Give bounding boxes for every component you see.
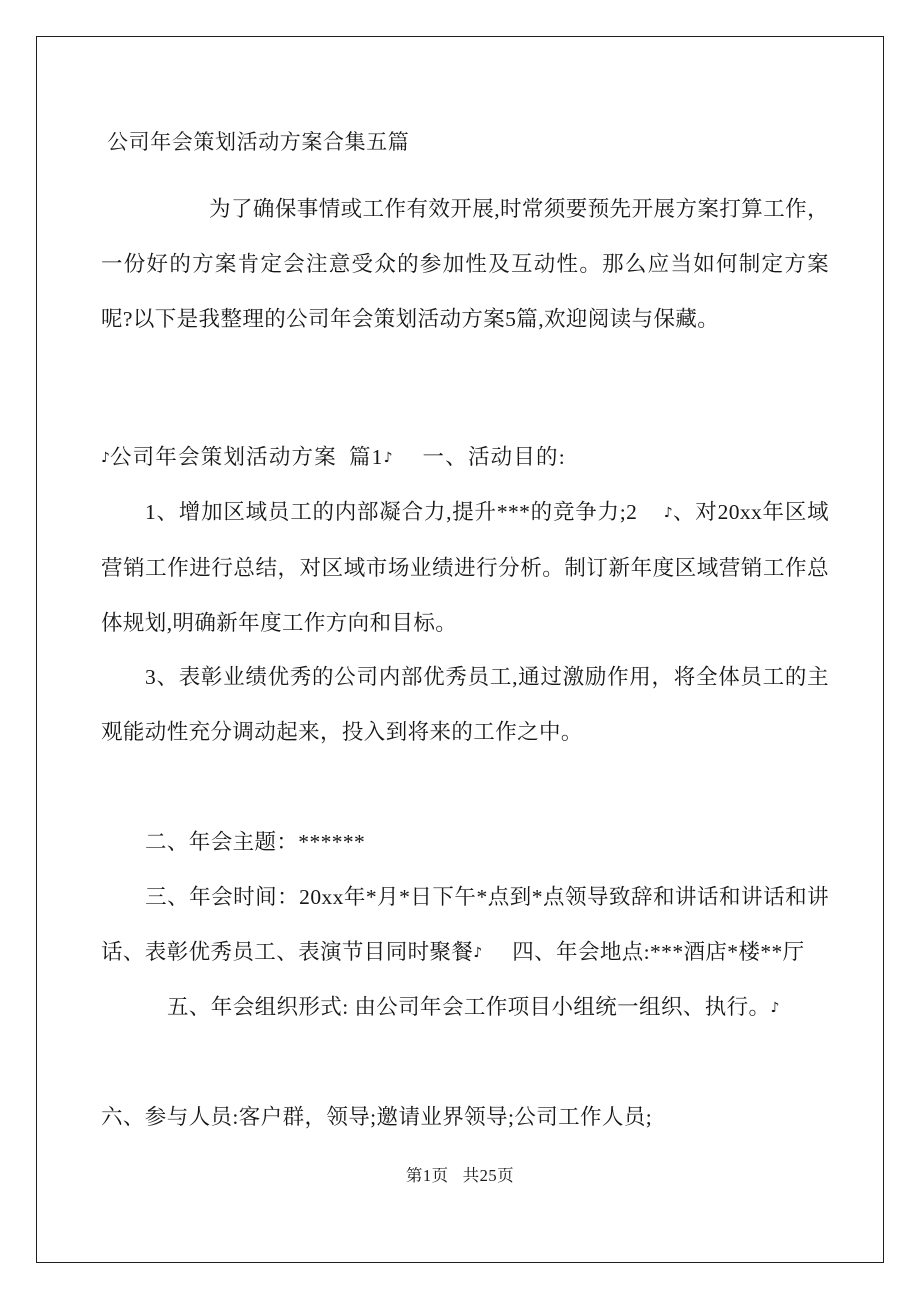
time-place-text-before-marker: 三、年会时间：20xx年*月*日下午*点到*点领导致辞和讲话和讲话和讲话、表彰优秀员工、表演节目同时聚餐 — [101, 885, 829, 964]
paragraph-theme — [101, 815, 829, 870]
footer-total-pages: 共25页 — [462, 1166, 515, 1185]
page-footer — [37, 1162, 883, 1186]
section-piece-title: 公司年会策划活动方案 — [109, 445, 337, 469]
page-content-area — [37, 37, 883, 1262]
intro-text: 为了确保事情或工作有效开展,时常须要预先开展方案打算工作，一份好的方案肯定会注意受众的参加性及互动性。那么应当如何制定方案呢?以下是我整理的公司年会策划活动方案5篇,欢迎阅读与保藏。 — [101, 197, 829, 331]
paragraph-aim-1 — [101, 485, 829, 651]
aim-1-text-after-marker: 、对20xx年区域营销工作进行总结，对区域市场业绩进行分析。制订新年度区域营销工作总体规划,明确新年度工作方向和目标。 — [101, 500, 830, 635]
aim-3-text: 3、表彰业绩优秀的公司内部优秀员工,通过激励作用，将全体员工的主观能动性充分调动起来，投入到将来的工作之中。 — [101, 665, 829, 744]
organization-text: 五、年会组织形式: 由公司年会工作项目小组统一组织、执行。 — [167, 995, 771, 1019]
time-place-text-after-marker: 四、年会地点:***酒店*楼**厅 — [512, 940, 805, 964]
intro-paragraph — [101, 182, 829, 347]
bullet-marker-icon-4: ♪ — [473, 945, 483, 961]
bullet-marker-icon-2: ♪ — [383, 450, 393, 466]
footer-current-page: 第1页 — [405, 1166, 449, 1185]
bullet-marker-icon-3: ♪ — [663, 505, 674, 521]
document-page — [36, 36, 884, 1263]
aim-1-text-before-marker: 1、增加区域员工的内部凝合力,提升***的竞争力;2 — [145, 500, 638, 524]
section-heading — [101, 430, 829, 486]
paragraph-time-place — [101, 870, 829, 981]
theme-text: 二、年会主题：****** — [145, 830, 366, 854]
participants-text: 六、参与人员:客户群，领导;邀请业界领导;公司工作人员; — [101, 1105, 653, 1129]
section-subheading: 一、活动目的: — [422, 445, 566, 469]
section-piece-number: 篇1 — [348, 445, 384, 469]
paragraph-aim-3 — [101, 650, 829, 760]
bullet-marker-icon: ♪ — [101, 450, 110, 466]
page-title: 公司年会策划活动方案合集五篇 — [107, 130, 410, 154]
paragraph-organization — [101, 980, 829, 1036]
bullet-marker-icon-5: ♪ — [770, 1000, 780, 1016]
paragraph-participants — [101, 1090, 829, 1145]
